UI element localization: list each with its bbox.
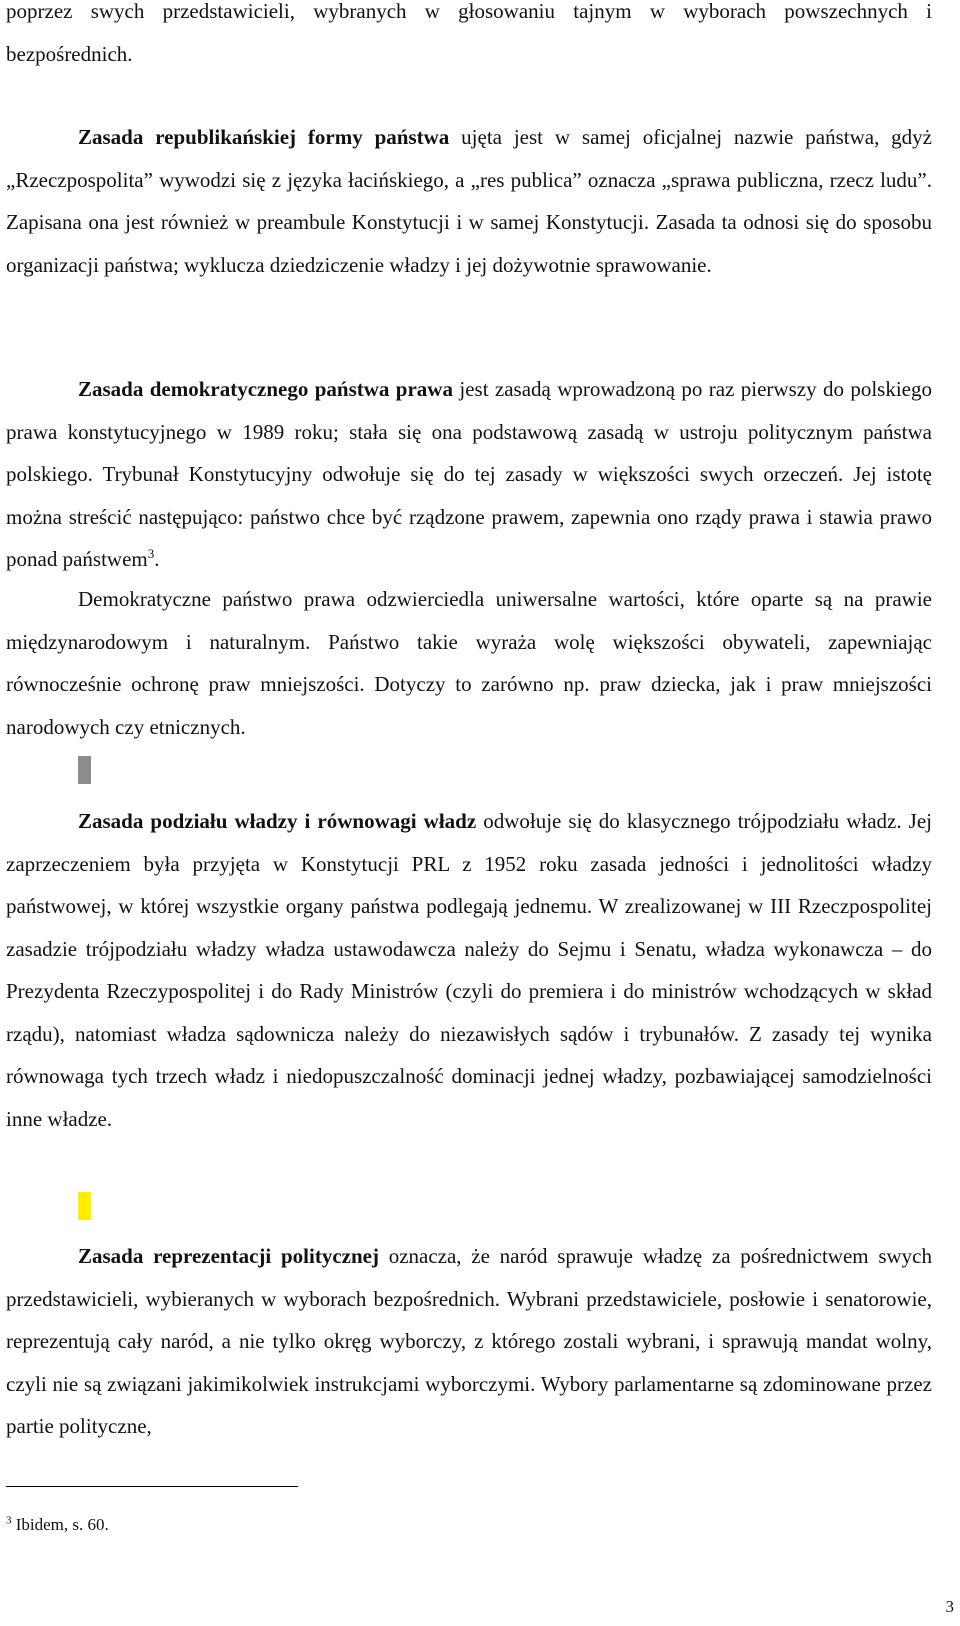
paragraph-political-representation <box>6 1235 932 1448</box>
footnote-reference[interactable]: 3 <box>147 546 155 561</box>
page-number: 3 <box>945 1597 954 1616</box>
paragraph-tail: . <box>154 547 160 571</box>
footnote-number: 3 <box>6 1514 12 1527</box>
paragraph-separation-of-powers <box>6 800 932 1140</box>
paragraph-heading: Zasada podziału władzy i równowagi władz <box>78 809 477 833</box>
paragraph-text: jest zasadą wprowadzoną po raz pierwszy do polskiego prawa konstytucyjnego w 1989 roku; stała się ona podstawową zasadą w ustroju politycznym państwa polskiego. Trybunał Konstytucyjny odwołuje się do tej zasady w większości swych orzeczeń. Jej istotę można streścić następująco: państwo chce być rządzone prawem, zapewnia ono rządy prawa i stawia prawo ponad państwem <box>6 377 933 571</box>
paragraph-heading: Zasada republikańskiej formy państwa <box>78 125 450 149</box>
paragraph-democratic-values <box>6 578 932 748</box>
footnote-separator <box>6 1486 298 1487</box>
paragraph-heading: Zasada reprezentacji politycznej <box>78 1244 379 1268</box>
paragraph-text: poprzez swych przedstawicieli, wybranych w głosowaniu tajnym w wyborach powszechnych i bezpośrednich. <box>6 0 932 66</box>
footnote <box>6 1514 109 1536</box>
paragraph-heading: Zasada demokratycznego państwa prawa <box>78 377 453 401</box>
yellow-text-marker <box>78 1192 91 1220</box>
paragraph-intro <box>6 0 932 75</box>
paragraph-text: Demokratyczne państwo prawa odzwierciedla uniwersalne wartości, które oparte są na prawie międzynarodowym i naturalnym. Państwo takie wyraża wolę większości obywateli, zapewniając równocześnie ochronę praw mniejszości. Dotyczy to zarówno np. praw dziecka, jak i praw mniejszości narodowych czy etnicznych. <box>6 587 932 739</box>
paragraph-rule-of-law <box>6 368 932 581</box>
footnote-text: Ibidem, s. 60. <box>11 1515 109 1534</box>
paragraph-republic <box>6 116 932 286</box>
paragraph-text: ujęta jest w samej oficjalnej nazwie państwa, gdyż „Rzeczpospolita” wywodzi się z języka łacińskiego, a „res publica” oznacza „sprawa publiczna, rzecz ludu”. Zapisana ona jest również w preambule Konstytucji i w samej Konstytucji. Zasada ta odnosi się do sposobu organizacji państwa; wyklucza dziedziczenie władzy i jej dożywotnie sprawowanie. <box>6 125 933 277</box>
paragraph-text: odwołuje się do klasycznego trójpodziału władz. Jej zaprzeczeniem była przyjęta w Konstytucji PRL z 1952 roku zasada jedności i jednolitości władzy państwowej, w której wszystkie organy państwa podlegają jednemu. W zrealizowanej w III Rzeczpospolitej zasadzie trójpodziału władzy władza ustawodawcza należy do Sejmu i Senatu, władza wykonawcza – do Prezydenta Rzeczypospolitej i do Rady Ministrów (czyli do premiera i do ministrów wchodzących w skład rządu), natomiast władza sądownicza należy do niezawisłych sądów i trybunałów. Z zasady tej wynika równowaga tych trzech władz i niedopuszczalność dominacji jednej władzy, pozbawiającej samodzielności inne władze. <box>6 809 932 1131</box>
gray-text-marker <box>78 756 91 784</box>
paragraph-text: oznacza, że naród sprawuje władzę za pośrednictwem swych przedstawicieli, wybieranych w wyborach bezpośrednich. Wybrani przedstawiciele, posłowie i senatorowie, reprezentują cały naród, a nie tylko okręg wyborczy, z którego zostali wybrani, i sprawują mandat wolny, czyli nie są związani jakimikolwiek instrukcjami wyborczymi. Wybory parlamentarne są zdominowane przez partie polityczne, <box>6 1244 932 1438</box>
